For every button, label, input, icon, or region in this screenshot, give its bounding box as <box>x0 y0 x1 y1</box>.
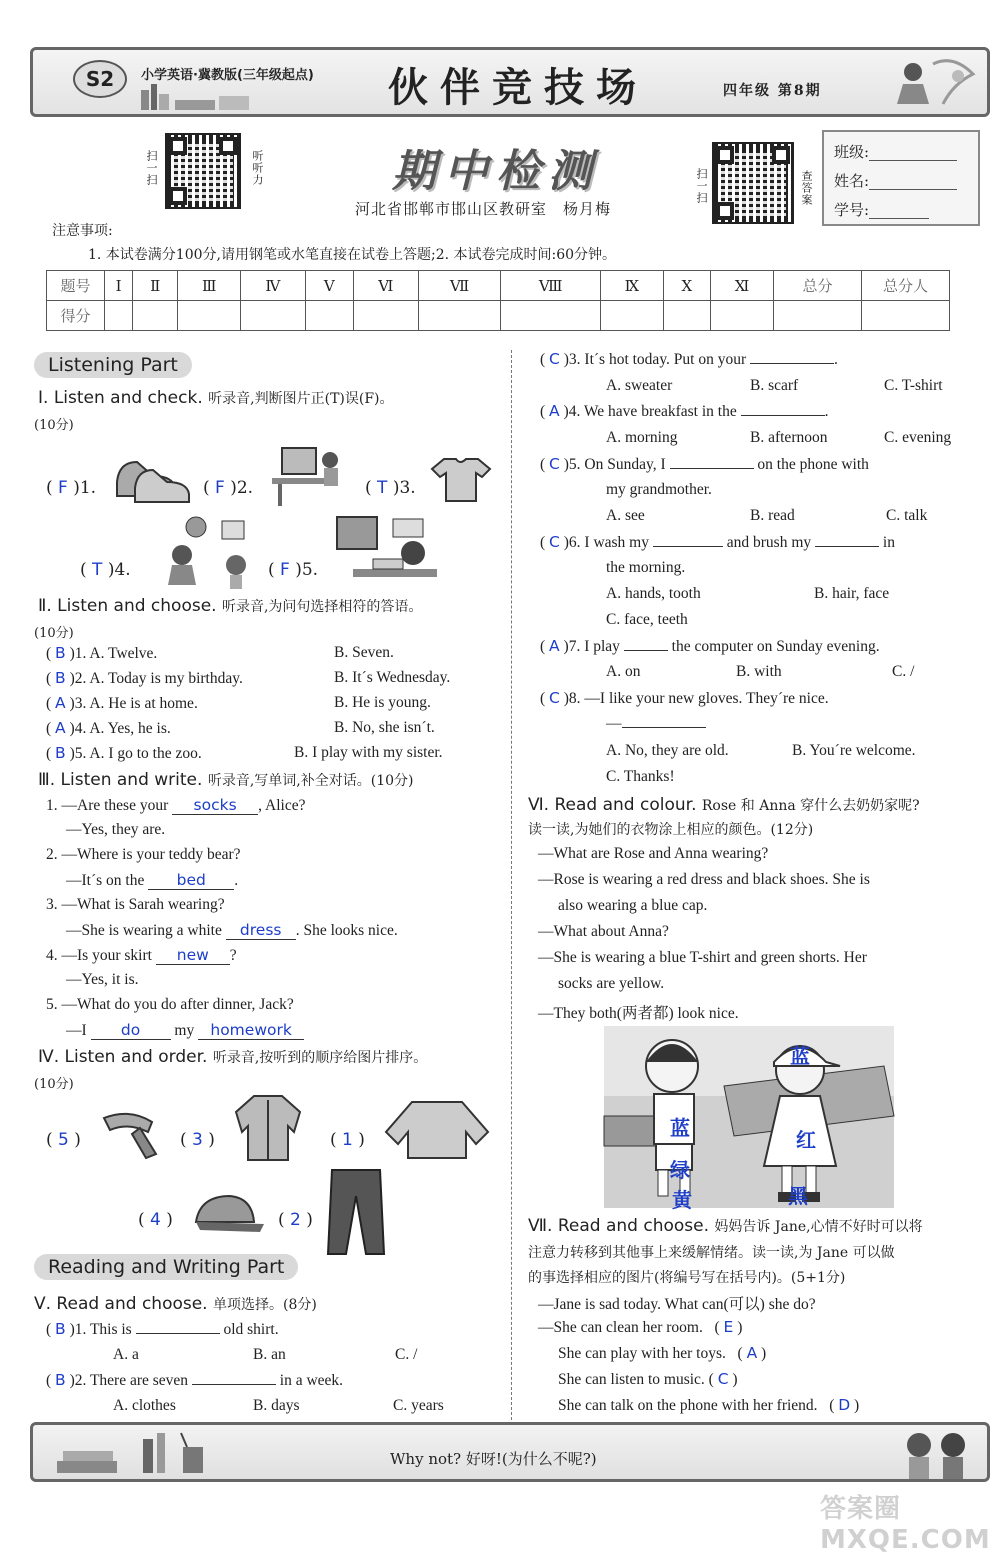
score-cell[interactable] <box>305 301 353 331</box>
score-table-score-row <box>47 301 950 331</box>
s7-line-1: —Jane is sad today. What can(可以) she do? <box>538 1296 816 1313</box>
s4-answer-5[interactable]: 2 <box>290 1210 301 1230</box>
s2-item-2: ( B )2. A. Today is my birthday. <box>46 669 243 687</box>
s5-item-5: ( C )5. On Sunday, I on the phone with <box>540 455 869 473</box>
class-field[interactable] <box>869 145 957 161</box>
s6-line-2: —Rose is wearing a red dress and black shoes. She is <box>538 871 870 888</box>
qr-left-hint: 扫一扫 <box>145 150 158 186</box>
s5-answer-7[interactable]: A <box>549 637 560 655</box>
s5-q-6b: and brush my <box>726 534 812 551</box>
s5-opt-5a: A. see <box>606 507 645 524</box>
s7-answer-4[interactable]: D <box>838 1396 851 1414</box>
section-6-title <box>528 795 920 815</box>
section-7-cn2: 注意力转移到其他事上来缓解情绪。读一读,为 Jane 可以做 <box>528 1245 895 1261</box>
s1-item-3: ( T )3. <box>365 478 416 498</box>
s2-opt-b-5: B. I play with my sister. <box>294 744 443 761</box>
s5-answer-3[interactable]: C <box>549 350 560 368</box>
s5-blank[interactable] <box>653 546 723 547</box>
s1-num-4: )4. <box>107 560 131 580</box>
s5-q-5b: on the phone with <box>757 456 869 473</box>
section-2-en: Ⅱ. Listen and choose. <box>38 596 217 616</box>
row-label-score: 得分 <box>47 301 105 331</box>
s5-answer-1[interactable]: B <box>55 1320 66 1338</box>
section-4-cn: 听录音,按听到的顺序给图片排序。 <box>212 1050 428 1066</box>
section-4-points: (10分) <box>34 1077 74 1092</box>
s5-answer-6[interactable]: C <box>549 533 560 551</box>
s7-answer-1[interactable]: E <box>723 1318 734 1336</box>
coat-icon <box>232 1092 304 1164</box>
s5-q-7: )7. I play <box>563 638 620 655</box>
s4-item-1: ( 5 ) <box>46 1130 81 1150</box>
col-header-total: 总分 <box>774 271 862 301</box>
s5-item-7: ( A )7. I play the computer on Sunday evening. <box>540 637 880 655</box>
s5-opt-3a: A. sweater <box>606 377 673 394</box>
number-field[interactable] <box>869 203 929 219</box>
section-6-cn2: 读一读,为她们的衣物涂上相应的颜色。(12分) <box>528 822 814 838</box>
s5-opt-2b: B. days <box>253 1397 300 1414</box>
s3-answer-dress[interactable]: dress <box>226 921 296 940</box>
s3-text: , Alice? <box>258 797 306 814</box>
s3-text: . <box>234 872 239 889</box>
color-label-shorts: 绿 <box>670 1158 690 1182</box>
s2-answer-2[interactable]: B <box>55 669 66 687</box>
s5-item-1: ( B )1. This is old shirt. <box>46 1320 279 1338</box>
s5-q-5: )5. On Sunday, I <box>563 456 666 473</box>
s5-q-1: )1. This is <box>69 1321 132 1338</box>
qr-right-label: 查答案 <box>800 170 813 206</box>
number-label: 学号: <box>834 201 870 219</box>
s7-text: —She can clean her room. <box>538 1319 703 1336</box>
class-label: 班级: <box>834 143 870 161</box>
s5-opt-8b: B. You´re welcome. <box>792 742 916 759</box>
s5-blank[interactable] <box>741 415 825 416</box>
s5-answer-8[interactable]: C <box>549 689 560 707</box>
color-label-cap: 蓝 <box>790 1044 810 1068</box>
score-cell[interactable] <box>601 301 664 331</box>
score-cell[interactable] <box>418 301 500 331</box>
section-7-en: Ⅶ. Read and choose. <box>528 1216 709 1236</box>
section-2-cn: 听录音,为问句选择相符的答语。 <box>221 599 423 615</box>
section-6-cn: Rose 和 Anna 穿什么去奶奶家呢? <box>701 798 920 814</box>
s1-item-2: ( F )2. <box>203 478 254 498</box>
s5-opt-8c: C. Thanks! <box>606 768 675 785</box>
section-5-title <box>34 1294 317 1314</box>
column-divider <box>511 350 512 1420</box>
s1-item-4: ( T )4. <box>80 560 131 580</box>
col-header: Ⅺ <box>711 271 774 301</box>
col-header: Ⅵ <box>353 271 418 301</box>
s7-line-5: She can talk on the phone with her friend. ( D ) <box>558 1396 860 1414</box>
s2-opt-b-3: B. He is young. <box>334 694 431 711</box>
s5-blank[interactable] <box>192 1384 276 1385</box>
score-table <box>46 270 950 331</box>
s5-q-4: )4. We have breakfast in the <box>563 403 737 420</box>
s5-item-3: ( C )3. It´s hot today. Put on your . <box>540 350 838 368</box>
notice-text: 1. 本试卷满分100分,请用钢笔或水笔直接在试卷上答题;2. 本试卷完成时间:60分钟。 <box>88 247 617 263</box>
col-header: Ⅱ <box>133 271 178 301</box>
name-field[interactable] <box>869 174 957 190</box>
s5-blank[interactable] <box>622 727 706 728</box>
color-label-socks: 黄 <box>672 1188 692 1212</box>
s5-q-6d: the morning. <box>606 559 686 576</box>
s2-opt-b-4: B. No, she isn´t. <box>334 719 435 736</box>
s7-text: She can play with her toys. <box>558 1345 726 1362</box>
s3-text: —I <box>66 1022 87 1039</box>
s2-opt-b-2: B. It´s Wednesday. <box>334 669 451 686</box>
s2-item-5: ( B )5. A. I go to the zoo. <box>46 744 202 762</box>
qr-right-hint: 扫一扫 <box>695 168 708 204</box>
section-1-en: Ⅰ. Listen and check. <box>38 388 203 408</box>
s5-q-2b: in a week. <box>279 1372 344 1389</box>
score-cell[interactable] <box>711 301 774 331</box>
s3-answer-new[interactable]: new <box>156 946 230 965</box>
s2-opt-b-1: B. Seven. <box>334 644 394 661</box>
s3-line-5: 3. —What is Sarah wearing? <box>46 896 225 913</box>
s6-line-3: also wearing a blue cap. <box>558 897 708 914</box>
s5-blank[interactable] <box>136 1333 220 1334</box>
s2-item-3: ( A )3. A. He is at home. <box>46 694 198 712</box>
s1-answer-1[interactable]: F <box>58 478 68 498</box>
s3-line-9: 5. —What do you do after dinner, Jack? <box>46 996 294 1013</box>
s3-text: 1. —Are these your <box>46 797 169 814</box>
score-cell[interactable] <box>862 301 950 331</box>
s5-opt-3b: B. scarf <box>750 377 799 394</box>
col-header: Ⅸ <box>601 271 664 301</box>
s4-item-4: ( 4 ) <box>138 1210 173 1230</box>
sweater-icon <box>382 1098 492 1160</box>
brand-title: 伙伴竞技场 <box>388 64 648 111</box>
s5-opt-5c: C. talk <box>886 507 928 524</box>
s2-item-1: ( B )1. A. Twelve. <box>46 644 158 662</box>
s7-line-4: She can listen to music. ( C ) <box>558 1370 738 1388</box>
s5-blank[interactable] <box>624 650 668 651</box>
s1-item-1: ( F )1. <box>46 478 97 498</box>
s5-opt-4a: A. morning <box>606 429 678 446</box>
s3-text: my <box>174 1022 195 1039</box>
s5-opt-1b: B. an <box>253 1346 286 1363</box>
qr-left-label: 听听力 <box>251 150 264 186</box>
s3-answer-do[interactable]: do <box>91 1021 171 1040</box>
s2-q-2: )2. A. Today is my birthday. <box>69 670 243 687</box>
books-footer-icon <box>53 1431 223 1477</box>
s2-q-1: )1. A. Twelve. <box>69 645 158 662</box>
issue-label: 四年级 第8期 <box>723 83 822 99</box>
section-4-en: Ⅳ. Listen and order. <box>38 1047 208 1067</box>
s7-line-3: She can play with her toys. ( A ) <box>558 1344 767 1362</box>
s3-line-4 <box>66 871 238 890</box>
student-info-box <box>822 130 980 226</box>
s6-line-7: —They both(两者都) look nice. <box>538 1005 739 1022</box>
s5-q-3b: . <box>834 351 838 368</box>
s1-item-5: ( F )5. <box>268 560 319 580</box>
s4-item-3: ( 1 ) <box>330 1130 365 1150</box>
s3-answer-homework[interactable]: homework <box>198 1021 304 1040</box>
books-icon <box>141 80 251 110</box>
listening-part-heading: Listening Part <box>34 352 192 378</box>
s5-q-6c: in <box>882 534 895 551</box>
name-label: 姓名: <box>834 172 870 190</box>
shoes-icon <box>113 452 193 504</box>
qr-code-listening[interactable] <box>165 133 241 209</box>
notice-label: 注意事项: <box>52 223 113 239</box>
section-4-title <box>38 1047 427 1067</box>
row-label-number: 题号 <box>47 271 105 301</box>
author-line: 河北省邯郸市邯山区教研室 杨月梅 <box>355 200 612 218</box>
qr-code-answers[interactable] <box>712 142 794 224</box>
col-header: Ⅴ <box>305 271 353 301</box>
s5-opt-7a: A. on <box>606 663 641 680</box>
color-label-tshirt: 蓝 <box>670 1116 690 1140</box>
boy-writing-icon <box>333 513 443 593</box>
s5-answer-4[interactable]: A <box>549 402 560 420</box>
edition-label: 小学英语·冀教版(三年级起点) <box>141 68 314 83</box>
watermark: 答案圈 MXQE.COM <box>820 1494 991 1555</box>
kids-icon <box>893 1425 983 1481</box>
exam-title: 期中检测 <box>392 146 600 197</box>
s5-item-2: ( B )2. There are seven in a week. <box>46 1371 344 1389</box>
section-7-cn3: 的事选择相应的图片(将编号写在括号内)。(5+1分) <box>528 1270 846 1286</box>
s3-line-3: 2. —Where is your teddy bear? <box>46 846 241 863</box>
s7-line-2: —She can clean her room. ( E ) <box>538 1318 743 1336</box>
s5-item-4: ( A )4. We have breakfast in the . <box>540 402 829 420</box>
s1-num-2: )2. <box>230 478 254 498</box>
s5-q-8b <box>606 715 706 733</box>
rose-anna-illustration <box>604 1026 894 1208</box>
s5-item-8: ( C )8. —I like your new gloves. They´re nice. <box>540 689 829 707</box>
s5-item-6: ( C )6. I wash my and brush my in <box>540 533 895 551</box>
s5-opt-2a: A. clothes <box>113 1397 176 1414</box>
s5-blank[interactable] <box>815 546 879 547</box>
s2-q-5: )5. A. I go to the zoo. <box>69 745 202 762</box>
col-header: Ⅳ <box>241 271 306 301</box>
section-1-cn: 听录音,判断图片正(T)误(F)。 <box>208 391 394 407</box>
section-1-points: (10分) <box>34 418 74 433</box>
s3-text: —It´s on the <box>66 872 145 889</box>
s5-opt-4b: B. afternoon <box>750 429 828 446</box>
s5-q-2: )2. There are seven <box>69 1372 189 1389</box>
score-cell[interactable] <box>501 301 601 331</box>
tshirt-icon <box>430 455 496 505</box>
s4-answer-3[interactable]: 1 <box>342 1130 353 1150</box>
s3-line-1 <box>46 796 305 815</box>
s6-line-6: socks are yellow. <box>558 975 665 992</box>
s5-q-5c: my grandmother. <box>606 481 712 498</box>
s5-opt-7b: B. with <box>736 663 782 680</box>
s1-num-5: )5. <box>295 560 319 580</box>
s5-opt-3c: C. T-shirt <box>884 377 943 394</box>
s7-answer-2[interactable]: A <box>746 1344 758 1362</box>
s4-item-5: ( 2 ) <box>278 1210 313 1230</box>
s5-q-8: )8. —I like your new gloves. They´re nice. <box>563 690 829 707</box>
section-3-title <box>38 770 413 790</box>
girl-flower-icon <box>883 54 983 114</box>
section-7-title <box>528 1216 923 1236</box>
s5-blank[interactable] <box>670 468 754 469</box>
s5-q-3: )3. It´s hot today. Put on your <box>563 351 747 368</box>
s5-opt-4c: C. evening <box>884 429 952 446</box>
s4-answer-4[interactable]: 4 <box>150 1210 161 1230</box>
s3-text: ? <box>229 947 237 964</box>
s2-answer-3[interactable]: A <box>55 694 66 712</box>
s5-q-6: )6. I wash my <box>563 534 649 551</box>
s3-text: . She looks nice. <box>295 922 398 939</box>
section-2-points: (10分) <box>34 626 74 641</box>
col-header: Ⅹ <box>663 271 710 301</box>
section-5-cn: 单项选择。(8分) <box>213 1297 317 1313</box>
s3-line-8: —Yes, it is. <box>66 971 139 988</box>
s3-line-10 <box>66 1021 304 1040</box>
s2-q-3: )3. A. He is at home. <box>69 695 198 712</box>
color-label-shoes: 黑 <box>788 1184 808 1208</box>
s1-answer-5[interactable]: F <box>280 560 290 580</box>
s5-opt-6a: A. hands, tooth <box>606 585 701 602</box>
s5-opt-6c: C. face, teeth <box>606 611 688 628</box>
s7-text: She can talk on the phone with her friend. <box>558 1397 818 1414</box>
score-cell[interactable] <box>178 301 241 331</box>
s5-opt-8a: A. No, they are old. <box>606 742 729 759</box>
s2-answer-4[interactable]: A <box>55 719 66 737</box>
s3-line-2: —Yes, they are. <box>66 821 166 838</box>
section-7-cn1: 妈妈告诉 Jane,心情不好时可以将 <box>714 1219 923 1235</box>
col-header-grader: 总分人 <box>862 271 950 301</box>
s3-answer-socks[interactable]: socks <box>172 796 258 815</box>
s5-opt-5b: B. read <box>750 507 795 524</box>
s2-q-4: )4. A. Yes, he is. <box>69 720 171 737</box>
s5-dash: — <box>606 715 622 732</box>
s5-answer-5[interactable]: C <box>549 455 560 473</box>
s2-item-4: ( A )4. A. Yes, he is. <box>46 719 171 737</box>
s5-opt-2c: C. years <box>393 1397 444 1414</box>
score-cell[interactable] <box>353 301 418 331</box>
score-cell[interactable] <box>774 301 862 331</box>
score-cell[interactable] <box>241 301 306 331</box>
section-3-en: Ⅲ. Listen and write. <box>38 770 203 790</box>
scarf-icon <box>100 1108 160 1163</box>
newspaper-header <box>30 47 990 117</box>
section-5-en: Ⅴ. Read and choose. <box>34 1294 208 1314</box>
s6-line-4: —What about Anna? <box>538 923 669 940</box>
s3-answer-bed[interactable]: bed <box>148 871 234 890</box>
score-cell[interactable] <box>105 301 133 331</box>
s4-answer-1[interactable]: 5 <box>58 1130 69 1150</box>
col-header: Ⅷ <box>501 271 601 301</box>
girl-ball-icon <box>146 515 256 590</box>
section-2-title <box>38 596 422 616</box>
computer-desk-icon <box>268 438 353 510</box>
page-badge: S2 <box>73 60 127 98</box>
s4-answer-2[interactable]: 3 <box>192 1130 203 1150</box>
score-table-header-row <box>47 271 950 301</box>
section-6-en: Ⅵ. Read and colour. <box>528 795 697 815</box>
trousers-icon <box>326 1166 386 1258</box>
cap-icon <box>190 1192 266 1238</box>
s6-line-1: —What are Rose and Anna wearing? <box>538 845 769 862</box>
s5-opt-1c: C. / <box>395 1346 418 1363</box>
reading-part-heading: Reading and Writing Part <box>34 1254 298 1280</box>
s7-answer-3[interactable]: C <box>717 1370 729 1388</box>
col-header: Ⅰ <box>105 271 133 301</box>
score-cell[interactable] <box>663 301 710 331</box>
s3-text: 4. —Is your skirt <box>46 947 152 964</box>
score-cell[interactable] <box>133 301 178 331</box>
s2-answer-1[interactable]: B <box>55 644 66 662</box>
s1-num-1: )1. <box>73 478 97 498</box>
s3-line-7 <box>46 946 237 965</box>
s5-q-4b: . <box>824 403 829 420</box>
col-header: Ⅶ <box>418 271 500 301</box>
col-header: Ⅲ <box>178 271 241 301</box>
s1-num-3: )3. <box>392 478 416 498</box>
s5-blank[interactable] <box>750 363 834 364</box>
footer-text: Why not? 好呀!(为什么不呢?) <box>390 1450 597 1468</box>
s4-item-2: ( 3 ) <box>180 1130 215 1150</box>
s1-answer-2[interactable]: F <box>215 478 225 498</box>
s5-opt-1a: A. a <box>113 1346 139 1363</box>
s1-answer-3[interactable]: T <box>377 478 388 498</box>
s6-line-5: —She is wearing a blue T-shirt and green shorts. Her <box>538 949 867 966</box>
s2-answer-5[interactable]: B <box>55 744 66 762</box>
s5-answer-2[interactable]: B <box>55 1371 66 1389</box>
s5-opt-7c: C. / <box>892 663 915 680</box>
s5-opt-6b: B. hair, face <box>814 585 890 602</box>
section-1-title <box>38 388 394 408</box>
color-label-dress: 红 <box>796 1128 816 1152</box>
s3-text: —She is wearing a white <box>66 922 222 939</box>
s5-q-7b: the computer on Sunday evening. <box>671 638 880 655</box>
s5-q-1b: old shirt. <box>223 1321 279 1338</box>
section-3-cn: 听录音,写单词,补全对话。(10分) <box>207 773 414 789</box>
s3-line-6 <box>66 921 398 940</box>
s7-text: She can listen to music. <box>558 1371 705 1388</box>
s1-answer-4[interactable]: T <box>92 560 103 580</box>
